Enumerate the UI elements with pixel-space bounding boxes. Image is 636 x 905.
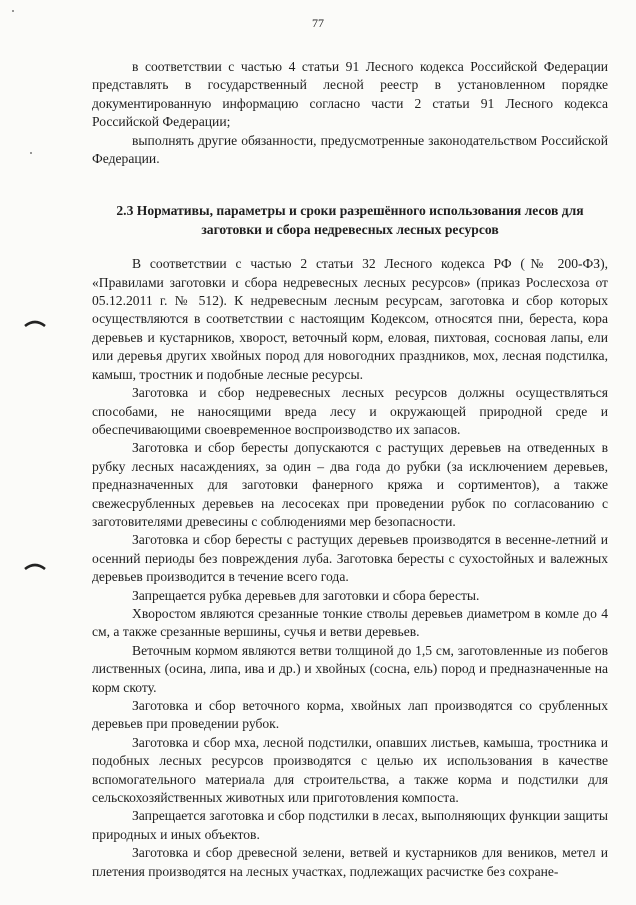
- paragraph: Заготовка и сбор бересты с растущих деревьев производятся в весенне-летний и осенний периоды без повреждения луба. Заготовка бересты с сухостойных и валежных деревьев производится в течение всего года.: [92, 532, 608, 585]
- paragraph: в соответствии с частью 4 статьи 91 Лесного кодекса Российской Федерации представлять в государственный лесной реестр в установленном порядке документированную информацию согласно части 2 статьи 91 Лесного кодекса Российской Федерации;: [92, 59, 608, 130]
- scan-speck: [30, 152, 32, 154]
- section-title: 2.3 Нормативы, параметры и сроки разрешённого использования лесов для заготовки и сбора недревесных лесных ресурсов: [116, 203, 584, 237]
- document-body: [92, 58, 608, 881]
- paragraph: Веточным кормом являются ветви толщиной до 1,5 см, заготовленные из побегов лиственных (осина, липа, ива и др.) и хвойных (сосна, ель) пород и предназначенные на корм скоту.: [92, 642, 608, 695]
- paragraph: Хворостом являются срезанные тонкие стволы деревьев диаметром в комле до 4 см, а также срезанные вершины, сучья и ветви деревьев.: [92, 605, 608, 640]
- paragraph: Заготовка и сбор древесной зелени, ветвей и кустарников для веников, метел и плетения производятся на лесных участках, подлежащих расчистке без сохране-: [92, 845, 608, 879]
- paragraph: Запрещается рубка деревьев для заготовки и сбора бересты.: [132, 587, 480, 603]
- paragraph: Запрещается заготовка и сбор подстилки в лесах, выполняющих функции защиты природных и иных объектов.: [92, 808, 608, 842]
- punch-hole-mark: [24, 562, 46, 570]
- paragraph: Заготовка и сбор веточного корма, хвойных лап производятся со срубленных деревьев при проведении рубок.: [92, 698, 608, 732]
- paragraph: Заготовка и сбор недревесных лесных ресурсов должны осуществляться способами, не наносящими вреда лесу и окружающей природной среде и обеспечивающими своевременное воспроизводство их запасов.: [92, 385, 608, 437]
- paragraph: Заготовка и сбор бересты допускаются с растущих деревьев на отведенных в рубку лесных насаждениях, за один – два года до рубки (за исключением деревьев, предназначенных для заготовки фанерного кряжа и сортиментов), а также свежесрубленных деревьев на лесосеках при проведении рубок по согласованию с заготовителями древесины с соблюдениями мер безопасности.: [92, 440, 608, 529]
- paragraph: В соответствии с частью 2 статьи 32 Лесного кодекса РФ (№ 200-ФЗ), «Правилами заготовки и сбора недревесных лесных ресурсов» (приказ Рослесхоза от 05.12.2011 г. № 512). К недревесным лесным ресурсам, заготовка и сбор которых осуществляются в соответствии с настоящим Кодексом, относятся пни, береста, кора деревьев и кустарников, хворост, веточный корм, еловая, пихтовая, сосновая лапы, ели или деревья других хвойных пород для новогодних праздников, мох, лесная подстилка, камыш, тростник и подобные лесные ресурсы.: [92, 256, 608, 382]
- page-number: 77: [312, 16, 324, 30]
- paragraph: Заготовка и сбор мха, лесной подстилки, опавших листьев, камыша, тростника и подобных лесных ресурсов производятся с целью их использования в качестве вспомогательного материала для строительства, а также корма и подстилки для сельскохозяйственных животных или приготовления компоста.: [92, 734, 608, 806]
- scan-speck: [12, 10, 14, 12]
- paragraph: выполнять другие обязанности, предусмотренные законодательством Российской Федерации.: [92, 132, 608, 167]
- punch-hole-mark: [24, 319, 46, 327]
